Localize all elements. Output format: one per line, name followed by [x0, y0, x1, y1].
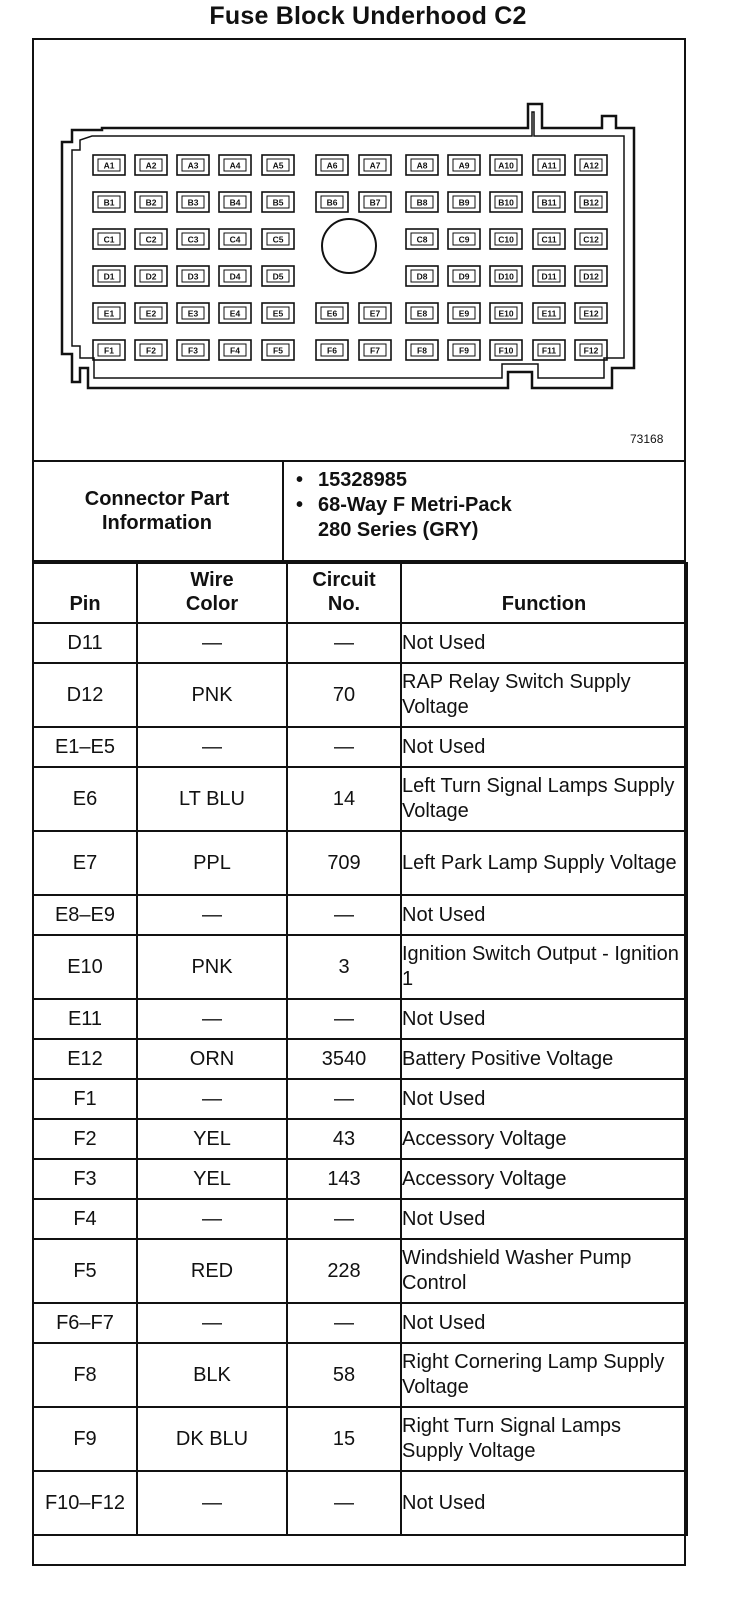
table-row [33, 895, 687, 935]
pin-cavity-a3 [177, 155, 209, 175]
circuit-cell: 14 [287, 767, 401, 831]
pin-cavity-b6 [316, 192, 348, 212]
pin-cavity-c10 [490, 229, 522, 249]
pin-label: E2 [145, 308, 157, 319]
pin-label: E5 [272, 308, 284, 319]
wire-color-cell: YEL [137, 1159, 287, 1199]
pin-cell: F8 [33, 1343, 137, 1407]
pin-cavity-a2 [135, 155, 167, 175]
pin-label: D12 [583, 271, 599, 282]
function-cell: Not Used [401, 1079, 687, 1119]
table-row [33, 1119, 687, 1159]
pin-label: C5 [272, 234, 284, 245]
table-row [33, 1079, 687, 1119]
pin-label: C12 [583, 234, 599, 245]
pin-cell: E1–E5 [33, 727, 137, 767]
pin-label: A10 [498, 160, 514, 171]
pin-cavity-e8 [406, 303, 438, 323]
pin-cavity-e9 [448, 303, 480, 323]
pin-cavity-c4 [219, 229, 251, 249]
pin-label: F1 [104, 345, 114, 356]
pin-label: F7 [370, 345, 380, 356]
figure-id: 73168 [630, 432, 664, 446]
connector-info-values [296, 468, 676, 543]
pin-cavity-d10 [490, 266, 522, 286]
pin-label: D5 [272, 271, 284, 282]
pin-label: D10 [498, 271, 514, 282]
pin-label: E10 [498, 308, 514, 319]
pin-cavity-a6 [316, 155, 348, 175]
pin-cell: F5 [33, 1239, 137, 1303]
pin-cavity-b1 [93, 192, 125, 212]
pin-cavity-f5 [262, 340, 294, 360]
pin-cell: D12 [33, 663, 137, 727]
pin-cavity-b12 [575, 192, 607, 212]
pin-cavity-d3 [177, 266, 209, 286]
function-cell: Ignition Switch Output - Ignition 1 [401, 935, 687, 999]
pin-cavity-e12 [575, 303, 607, 323]
pin-cavity-e4 [219, 303, 251, 323]
pin-label: E3 [187, 308, 199, 319]
bullet-dot: • [296, 469, 304, 491]
connector-info-label-line1: Connector Part [84, 488, 230, 510]
pin-cavity-c11 [533, 229, 565, 249]
table-row [33, 935, 687, 999]
wire-color-cell: — [137, 895, 287, 935]
pin-label: E12 [583, 308, 599, 319]
pin-cavity-a9 [448, 155, 480, 175]
pin-label: A5 [272, 160, 284, 171]
pin-label: B6 [326, 197, 338, 208]
pin-label: F6 [327, 345, 337, 356]
pin-cell: E7 [33, 831, 137, 895]
pin-cell: E10 [33, 935, 137, 999]
pin-label: A4 [229, 160, 241, 171]
pin-cavity-b4 [219, 192, 251, 212]
circuit-cell: 58 [287, 1343, 401, 1407]
pin-cavity-d1 [93, 266, 125, 286]
pin-label: C10 [498, 234, 514, 245]
circuit-cell: 15 [287, 1407, 401, 1471]
wire-color-cell: — [137, 1079, 287, 1119]
connector-type-line2: 280 Series (GRY) [318, 519, 479, 541]
pin-cell: F6–F7 [33, 1303, 137, 1343]
pin-cell: E6 [33, 767, 137, 831]
table-row [33, 831, 687, 895]
function-cell: Not Used [401, 727, 687, 767]
table-row [33, 1343, 687, 1407]
pin-label: F9 [459, 345, 469, 356]
function-cell: Left Park Lamp Supply Voltage [401, 831, 687, 895]
pin-cavity-c5 [262, 229, 294, 249]
circuit-cell: 143 [287, 1159, 401, 1199]
pin-cavity-e1 [93, 303, 125, 323]
function-cell: Left Turn Signal Lamps Supply Voltage [401, 767, 687, 831]
pin-cavity-a12 [575, 155, 607, 175]
pin-label: D1 [103, 271, 115, 282]
function-cell: Accessory Voltage [401, 1159, 687, 1199]
pin-cell: E8–E9 [33, 895, 137, 935]
connector-type-line1: 68-Way F Metri-Pack [318, 494, 512, 516]
table-row [33, 1159, 687, 1199]
page-title: Fuse Block Underhood C2 [209, 2, 527, 30]
pin-table-body [33, 623, 687, 1535]
pin-cavity-b11 [533, 192, 565, 212]
pin-label: D3 [187, 271, 199, 282]
wire-color-cell: — [137, 623, 287, 663]
part-number: 15328985 [318, 469, 407, 491]
circuit-cell: 3540 [287, 1039, 401, 1079]
pin-label: C4 [229, 234, 241, 245]
connector-diagram [32, 38, 686, 462]
pin-cavity-d12 [575, 266, 607, 286]
pin-cavity-f7 [359, 340, 391, 360]
pin-cell: F3 [33, 1159, 137, 1199]
pin-cavity-b10 [490, 192, 522, 212]
wire-color-cell: PNK [137, 935, 287, 999]
table-row [33, 1039, 687, 1079]
pin-cavity-e3 [177, 303, 209, 323]
pin-label: E6 [326, 308, 338, 319]
pin-table [32, 562, 688, 1536]
pin-label: C9 [458, 234, 470, 245]
pin-cavity-f2 [135, 340, 167, 360]
table-row [33, 1199, 687, 1239]
pin-cavity-f4 [219, 340, 251, 360]
pin-label: A2 [145, 160, 157, 171]
circuit-cell: — [287, 1471, 401, 1535]
pin-label: A11 [541, 160, 557, 171]
table-row [33, 1471, 687, 1535]
function-cell: RAP Relay Switch Supply Voltage [401, 663, 687, 727]
pin-label: B12 [583, 197, 599, 208]
pin-cavity-a11 [533, 155, 565, 175]
pin-cavity-c9 [448, 229, 480, 249]
pin-label: B11 [541, 197, 557, 208]
pin-label: B5 [272, 197, 284, 208]
table-row [33, 663, 687, 727]
function-cell: Windshield Washer Pump Control [401, 1239, 687, 1303]
table-row [33, 1407, 687, 1471]
pin-label: B9 [458, 197, 470, 208]
pin-label: D11 [541, 271, 557, 282]
pin-cavity-d11 [533, 266, 565, 286]
info-bullet-2 [296, 493, 676, 543]
pin-label: E4 [229, 308, 241, 319]
function-cell: Not Used [401, 1303, 687, 1343]
function-cell: Not Used [401, 895, 687, 935]
pin-label: B7 [369, 197, 381, 208]
circuit-cell: 70 [287, 663, 401, 727]
wire-color-cell: — [137, 1303, 287, 1343]
pin-cavity-f12 [575, 340, 607, 360]
connector-type [318, 493, 512, 543]
pin-label: C3 [187, 234, 199, 245]
function-cell: Not Used [401, 999, 687, 1039]
pin-cavity-d8 [406, 266, 438, 286]
pin-label: C2 [145, 234, 157, 245]
pin-label: D8 [416, 271, 428, 282]
pin-cavity-e6 [316, 303, 348, 323]
connector-info-label [32, 462, 284, 560]
circuit-cell: 228 [287, 1239, 401, 1303]
function-cell: Not Used [401, 1199, 687, 1239]
circuit-cell: — [287, 727, 401, 767]
pin-cell: F10–F12 [33, 1471, 137, 1535]
pin-cavity-a1 [93, 155, 125, 175]
connector-center-hole [322, 219, 376, 273]
pin-label: F5 [273, 345, 283, 356]
pin-label: A6 [326, 160, 338, 171]
pin-cavity-b7 [359, 192, 391, 212]
pin-cavity-c8 [406, 229, 438, 249]
pin-label: E9 [458, 308, 470, 319]
function-cell: Right Turn Signal Lamps Supply Voltage [401, 1407, 687, 1471]
circuit-cell: — [287, 999, 401, 1039]
table-row [33, 1239, 687, 1303]
pin-cavity-e7 [359, 303, 391, 323]
wire-color-cell: PPL [137, 831, 287, 895]
pin-cavity-f8 [406, 340, 438, 360]
pin-cavity-e5 [262, 303, 294, 323]
pin-table-header [33, 563, 687, 623]
connector-info-label-line2: Information [102, 512, 212, 534]
function-cell: Right Cornering Lamp Supply Voltage [401, 1343, 687, 1407]
function-cell: Not Used [401, 623, 687, 663]
pin-cavity-c1 [93, 229, 125, 249]
pin-grid [93, 155, 607, 360]
pin-cavity-f9 [448, 340, 480, 360]
pin-cell: E11 [33, 999, 137, 1039]
pin-cavity-a4 [219, 155, 251, 175]
wire-color-cell: RED [137, 1239, 287, 1303]
pin-label: E7 [369, 308, 381, 319]
pin-label: B3 [187, 197, 199, 208]
pin-cavity-e10 [490, 303, 522, 323]
header-function: Function [401, 563, 687, 623]
pin-label: F2 [146, 345, 156, 356]
pin-cavity-b3 [177, 192, 209, 212]
pin-cavity-b5 [262, 192, 294, 212]
pin-cavity-b2 [135, 192, 167, 212]
pin-cavity-e11 [533, 303, 565, 323]
connector-face-drawing [32, 38, 686, 462]
pin-cavity-f1 [93, 340, 125, 360]
pin-cavity-d5 [262, 266, 294, 286]
pin-label: A1 [103, 160, 115, 171]
pin-label: A8 [416, 160, 428, 171]
table-row [33, 727, 687, 767]
pin-cell: E12 [33, 1039, 137, 1079]
function-cell: Accessory Voltage [401, 1119, 687, 1159]
pin-label: D4 [229, 271, 241, 282]
pin-cavity-a7 [359, 155, 391, 175]
pin-cell: D11 [33, 623, 137, 663]
info-bullet-1 [296, 468, 676, 493]
pin-cavity-a8 [406, 155, 438, 175]
wire-color-cell: ORN [137, 1039, 287, 1079]
pin-label: B8 [416, 197, 428, 208]
header-circuit-no: Circuit No. [287, 563, 401, 623]
pin-cell: F9 [33, 1407, 137, 1471]
circuit-cell: — [287, 1199, 401, 1239]
wire-color-cell: — [137, 1199, 287, 1239]
pin-cell: F2 [33, 1119, 137, 1159]
pin-cavity-c2 [135, 229, 167, 249]
pin-cavity-d2 [135, 266, 167, 286]
pin-cavity-b8 [406, 192, 438, 212]
wire-color-cell: PNK [137, 663, 287, 727]
pin-cavity-d9 [448, 266, 480, 286]
pin-label: D9 [458, 271, 470, 282]
wire-color-cell: — [137, 727, 287, 767]
function-cell: Battery Positive Voltage [401, 1039, 687, 1079]
circuit-cell: — [287, 623, 401, 663]
pin-cavity-f11 [533, 340, 565, 360]
circuit-cell: — [287, 895, 401, 935]
pin-label: B10 [498, 197, 514, 208]
pin-label: F8 [417, 345, 427, 356]
pin-cavity-c3 [177, 229, 209, 249]
header-pin: Pin [33, 563, 137, 623]
pin-label: F10 [498, 345, 514, 356]
circuit-cell: — [287, 1079, 401, 1119]
pin-label: A12 [583, 160, 599, 171]
circuit-cell: 43 [287, 1119, 401, 1159]
wire-color-cell: YEL [137, 1119, 287, 1159]
pin-cavity-b9 [448, 192, 480, 212]
wire-color-cell: — [137, 1471, 287, 1535]
pin-cavity-c12 [575, 229, 607, 249]
pin-label: E8 [416, 308, 428, 319]
pin-cavity-d4 [219, 266, 251, 286]
pin-label: E1 [103, 308, 115, 319]
pin-label: F3 [188, 345, 198, 356]
pin-label: C8 [416, 234, 428, 245]
pin-label: F11 [541, 345, 557, 356]
pin-label: B4 [229, 197, 241, 208]
circuit-cell: 709 [287, 831, 401, 895]
pin-cell: F1 [33, 1079, 137, 1119]
function-cell: Not Used [401, 1471, 687, 1535]
pin-cavity-e2 [135, 303, 167, 323]
pin-cavity-a5 [262, 155, 294, 175]
connector-info-section [32, 460, 686, 562]
table-row [33, 767, 687, 831]
pin-label: F12 [583, 345, 599, 356]
pin-label: D2 [145, 271, 157, 282]
pin-cavity-f6 [316, 340, 348, 360]
pin-label: F4 [230, 345, 240, 356]
pin-cavity-f10 [490, 340, 522, 360]
pin-label: A7 [369, 160, 381, 171]
pin-label: E11 [541, 308, 557, 319]
circuit-cell: — [287, 1303, 401, 1343]
pin-cavity-a10 [490, 155, 522, 175]
pin-cavity-f3 [177, 340, 209, 360]
pin-label: B2 [145, 197, 157, 208]
pin-label: B1 [103, 197, 115, 208]
table-row [33, 623, 687, 663]
wire-color-cell: DK BLU [137, 1407, 287, 1471]
pin-label: C11 [541, 234, 557, 245]
pin-cell: F4 [33, 1199, 137, 1239]
pin-label: A9 [458, 160, 470, 171]
table-row [33, 1303, 687, 1343]
pin-label: A3 [187, 160, 199, 171]
table-row [33, 999, 687, 1039]
bullet-dot: • [296, 494, 304, 516]
wire-color-cell: LT BLU [137, 767, 287, 831]
pin-label: C1 [103, 234, 115, 245]
circuit-cell: 3 [287, 935, 401, 999]
wire-color-cell: BLK [137, 1343, 287, 1407]
wire-color-cell: — [137, 999, 287, 1039]
header-wire-color: Wire Color [137, 563, 287, 623]
